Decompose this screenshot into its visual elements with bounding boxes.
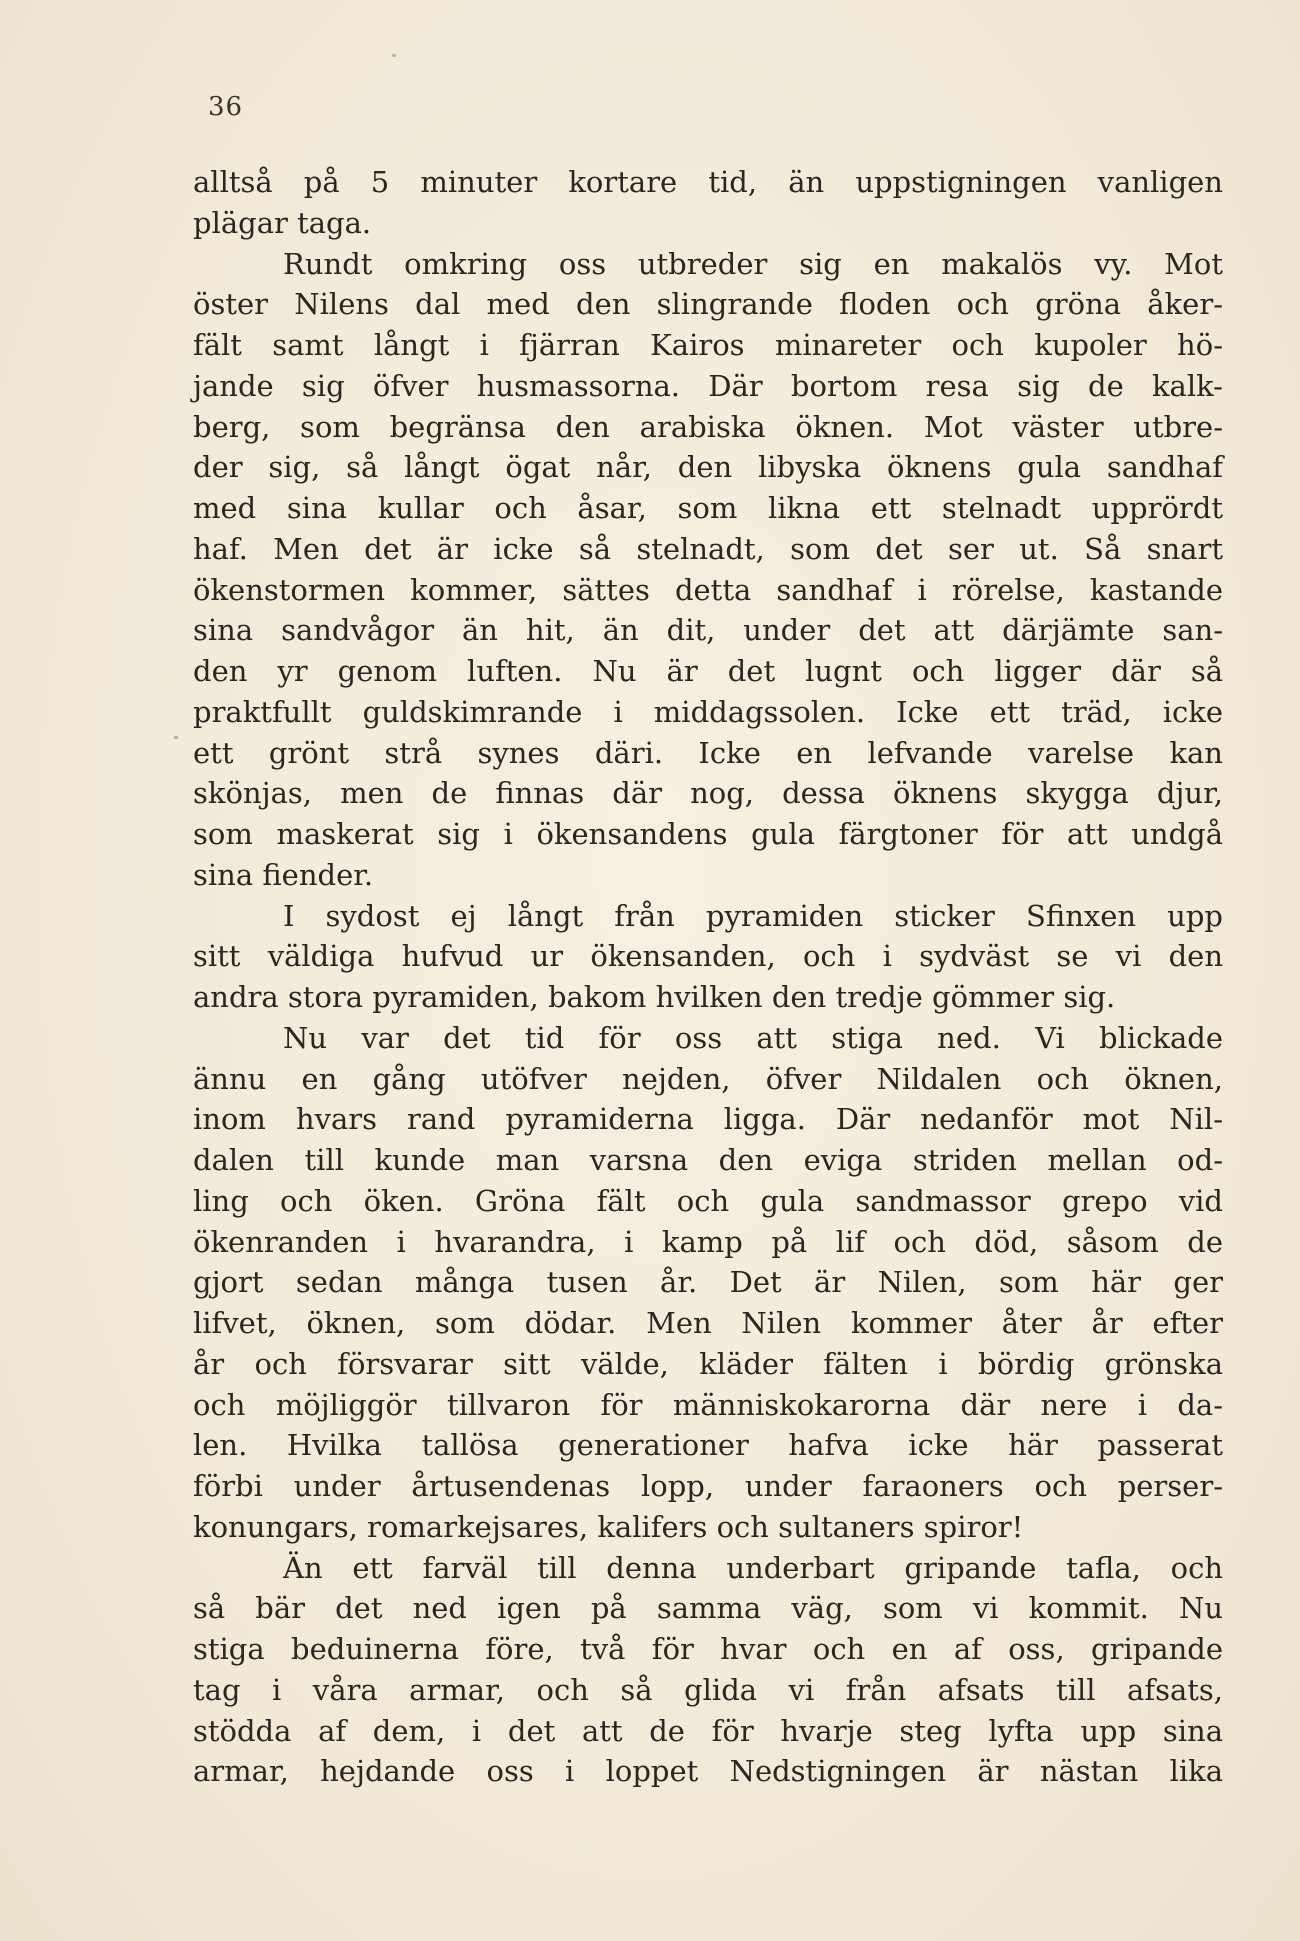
text-line: Nu var det tid för oss att stiga ned. Vi blickade — [283, 1020, 1223, 1055]
text-line: der sig, så långt ögat når, den libyska öknens gula sandhaf — [193, 450, 1223, 485]
text-line: Än ett farväl till denna underbart gripande tafla, och — [283, 1550, 1223, 1585]
text-line: armar, hejdande oss i loppet Nedstigningen är nästan lika — [193, 1754, 1223, 1789]
text-line: som maskerat sig i ökensandens gula färgtoner för att undgå — [193, 817, 1223, 851]
text-line: och möjliggör tillvaron för människokarorna där nere i da- — [193, 1387, 1223, 1422]
text-line: Rundt omkring oss utbreder sig en makalös vy. Mot — [283, 246, 1223, 281]
text-line: berg, som begränsa den arabiska öknen. Mot väster utbre- — [193, 409, 1223, 444]
text-line: alltså på 5 minuter kortare tid, än uppstigningen vanligen — [193, 165, 1223, 199]
text-line: plägar taga. — [193, 205, 372, 240]
text-line: dalen till kunde man varsna den eviga striden mellan od- — [193, 1143, 1223, 1177]
text-line: öster Nilens dal med den slingrande floden och gröna åker- — [193, 287, 1223, 322]
text-line: praktfullt guldskimrande i middagssolen. Icke ett träd, icke — [193, 694, 1223, 729]
text-line: stiga beduinerna före, två för hvar och en af oss, gripande — [193, 1632, 1223, 1666]
text-line: den yr genom luften. Nu är det lugnt och ligger där så — [193, 654, 1223, 688]
text-line: I sydost ej långt från pyramiden sticker Sfinxen upp — [283, 898, 1223, 933]
text-line: lifvet, öknen, som dödar. Men Nilen kommer åter år efter — [193, 1306, 1223, 1340]
text-line: med sina kullar och åsar, som likna ett stelnadt upprördt — [193, 491, 1223, 525]
text-line: jande sig öfver husmassorna. Där bortom resa sig de kalk- — [193, 368, 1223, 403]
text-line: så bär det ned igen på samma väg, som vi kommit. Nu — [193, 1591, 1223, 1626]
text-line: skönjas, men de finnas där nog, dessa öknens skygga djur, — [193, 776, 1223, 811]
text-line: andra stora pyramiden, bakom hvilken den tredje gömmer sig. — [193, 980, 1116, 1014]
text-line: ännu en gång utöfver nejden, öfver Nildalen och öknen, — [193, 1061, 1223, 1096]
text-line: inom hvars rand pyramiderna ligga. Där nedanför mot Nil- — [193, 1102, 1223, 1137]
text-line: tag i våra armar, och så glida vi från afsats till afsats, — [193, 1672, 1223, 1707]
body-text — [193, 162, 1223, 1792]
text-line: fält samt långt i fjärran Kairos minareter och kupoler hö- — [193, 328, 1223, 362]
text-line: sina fiender. — [193, 857, 374, 892]
text-line: sina sandvågor än hit, än dit, under det att därjämte san- — [193, 613, 1223, 648]
text-line: ökenstormen kommer, sättes detta sandhaf i rörelse, kastande — [193, 572, 1223, 607]
ink-speck — [174, 736, 178, 739]
text-line: ett grönt strå synes däri. Icke en lefvande varelse kan — [193, 735, 1223, 770]
page-number: 36 — [208, 92, 244, 122]
text-line: år och försvarar sitt välde, kläder fälten i bördig grönska — [193, 1346, 1223, 1381]
text-line: gjort sedan många tusen år. Det är Nilen, som här ger — [193, 1265, 1223, 1300]
text-line: stödda af dem, i det att de för hvarje steg lyfta upp sina — [193, 1713, 1223, 1748]
ink-speck — [392, 54, 396, 57]
text-line: len. Hvilka tallösa generationer hafva icke här passerat — [193, 1428, 1223, 1463]
text-line: sitt väldiga hufvud ur ökensanden, och i sydväst se vi den — [193, 939, 1223, 974]
text-line: förbi under årtusendenas lopp, under faraoners och perser- — [193, 1469, 1223, 1503]
text-line: ling och öken. Gröna fält och gula sandmassor grepo vid — [193, 1183, 1223, 1218]
text-line: konungars, romarkejsares, kalifers och sultaners spiror! — [193, 1509, 1024, 1544]
text-line: haf. Men det är icke så stelnadt, som det ser ut. Så snart — [193, 531, 1223, 566]
text-line: ökenranden i hvarandra, i kamp på lif och död, såsom de — [193, 1224, 1223, 1259]
